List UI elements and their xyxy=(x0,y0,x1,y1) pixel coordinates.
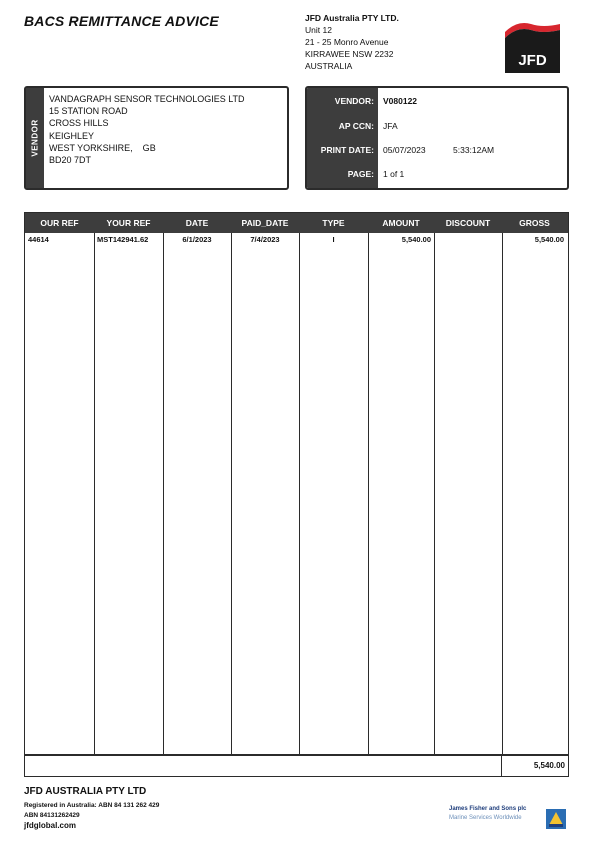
vendor-address-line: VANDAGRAPH SENSOR TECHNOLOGIES LTD xyxy=(49,94,245,104)
vendor-address-line: 15 STATION ROAD xyxy=(49,106,128,117)
print-time-value: 5:33:12AM xyxy=(453,145,495,155)
page-value: 1 of 1 xyxy=(383,169,405,179)
cell-date: 6/1/2023 xyxy=(182,235,212,244)
document-title: BACS REMITTANCE ADVICE xyxy=(24,13,219,29)
apccn-label: AP CCN: xyxy=(338,121,374,131)
vendor-tab xyxy=(26,88,44,188)
vendor-address-box xyxy=(24,86,289,190)
vendor-tab-label: VENDOR xyxy=(30,119,40,157)
column-header-discount: DISCOUNT xyxy=(445,218,491,228)
vendor-address-line: CROSS HILLS xyxy=(49,118,109,129)
vendor-address-line: WEST YORKSHIRE, GB xyxy=(49,142,156,153)
company-address-line: 21 - 25 Monro Avenue xyxy=(305,37,389,47)
column-divider xyxy=(299,233,300,754)
remittance-table xyxy=(24,212,569,777)
footer-company-name: JFD AUSTRALIA PTY LTD xyxy=(24,786,147,797)
info-row-vendor xyxy=(307,96,567,110)
column-header-paid-date: PAID_DATE xyxy=(241,218,289,228)
logo-text: JFD xyxy=(518,52,547,69)
column-header-date: DATE xyxy=(185,218,209,228)
info-row-print-date xyxy=(307,145,567,159)
info-row-page xyxy=(307,169,567,183)
print-date-label: PRINT DATE: xyxy=(320,145,374,155)
column-divider xyxy=(368,233,369,754)
column-header-amount: AMOUNT xyxy=(382,218,420,228)
column-header-type: TYPE xyxy=(322,218,345,228)
cell-type: I xyxy=(332,235,335,244)
vendor-address-line: BD20 7DT xyxy=(49,155,92,166)
vendor-id-value: V080122 xyxy=(383,96,418,106)
column-divider xyxy=(502,233,503,754)
column-divider xyxy=(94,233,95,754)
company-address-line: KIRRAWEE NSW 2232 xyxy=(305,49,394,59)
vendor-address xyxy=(49,93,245,166)
company-name: JFD Australia PTY LTD. xyxy=(305,13,399,23)
footer-details xyxy=(24,801,159,831)
total-column-divider xyxy=(501,754,502,776)
column-divider xyxy=(231,233,232,754)
company-address-line: Unit 12 xyxy=(305,25,332,35)
footer-website: jfdglobal.com xyxy=(24,821,76,830)
brand-line-2: Marine Services Worldwide xyxy=(449,815,522,821)
cell-gross: 5,540.00 xyxy=(534,235,564,244)
remittance-info-box xyxy=(305,86,569,190)
jfd-logo xyxy=(503,18,562,73)
cell-paid-date: 7/4/2023 xyxy=(250,235,280,244)
page-label: PAGE: xyxy=(347,169,374,179)
table-header xyxy=(25,213,568,233)
total-row-divider xyxy=(25,754,568,756)
column-divider xyxy=(434,233,435,754)
column-header-gross: GROSS xyxy=(519,218,550,228)
james-fisher-flag-icon xyxy=(546,809,566,829)
james-fisher-brand xyxy=(449,805,526,823)
brand-line-1: James Fisher and Sons plc xyxy=(449,806,527,812)
cell-our-ref: 44614 xyxy=(28,235,49,244)
column-header-our-ref: OUR REF xyxy=(40,218,79,228)
vendor-id-label: VENDOR: xyxy=(334,96,374,106)
column-divider xyxy=(163,233,164,754)
gross-total: 5,540.00 xyxy=(533,761,565,770)
cell-your-ref: MST142941.62 xyxy=(97,235,149,244)
column-header-your-ref: YOUR REF xyxy=(106,218,151,228)
print-date-value: 05/07/2023 xyxy=(383,145,426,155)
footer-registered: Registered in Australia: ABN 84 131 262 429 xyxy=(24,802,160,809)
footer-abn: ABN 84131262429 xyxy=(24,812,80,819)
apccn-value: JFA xyxy=(383,121,398,131)
company-address-line: AUSTRALIA xyxy=(305,61,353,71)
company-address-block xyxy=(305,12,399,72)
cell-amount: 5,540.00 xyxy=(401,235,431,244)
vendor-address-line: KEIGHLEY xyxy=(49,130,95,141)
info-row-apccn xyxy=(307,121,567,135)
